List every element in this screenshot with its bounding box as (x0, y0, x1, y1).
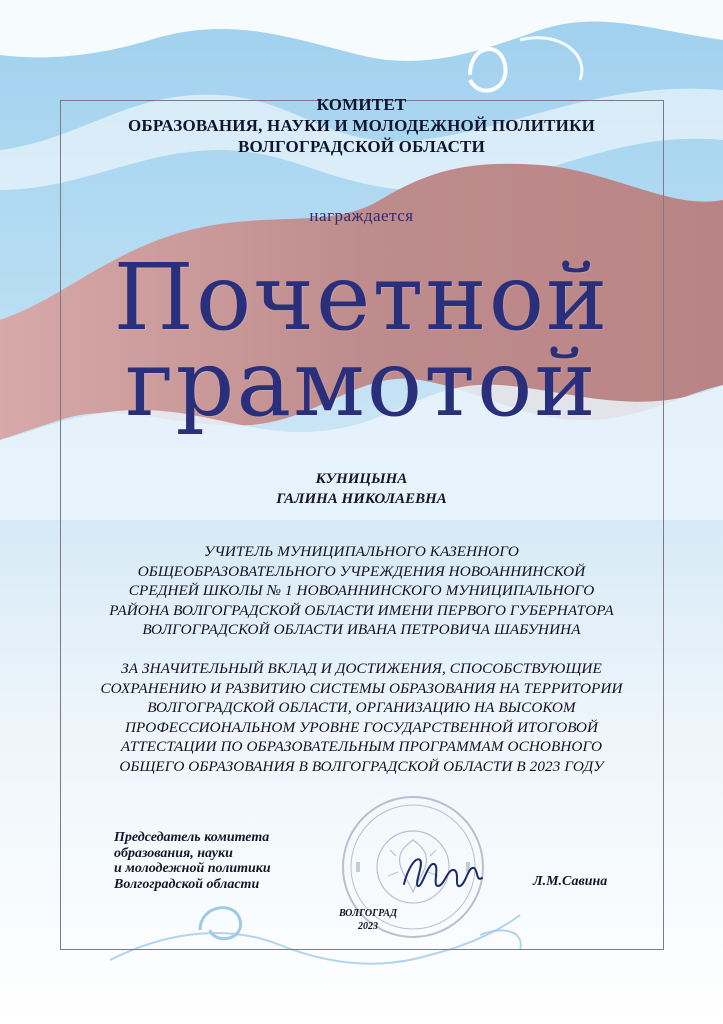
signatory-title-line: и молодежной политики (114, 861, 271, 876)
position-line: ОБЩЕОБРАЗОВАТЕЛЬНОГО УЧРЕЖДЕНИЯ НОВОАННИНСКОЙ (137, 562, 586, 580)
city-name: ВОЛГОГРАД (338, 908, 398, 919)
reason-line: ОБЩЕГО ОБРАЗОВАНИЯ В ВОЛГОГРАДСКОЙ ОБЛАСТИ В 2023 ГОДУ (119, 757, 604, 775)
org-line-2: ОБРАЗОВАНИЯ, НАУКИ И МОЛОДЕЖНОЙ ПОЛИТИКИ (127, 116, 596, 135)
reason-line: АТТЕСТАЦИИ ПО ОБРАЗОВАТЕЛЬНЫМ ПРОГРАММАМ ОСНОВНОГО (120, 738, 603, 756)
signatory-title-line: Волгоградской области (114, 876, 260, 892)
awarded-text: награждается (309, 206, 414, 225)
position-line: РАЙОНА ВОЛГОГРАДСКОЙ ОБЛАСТИ ИМЕНИ ПЕРВОГО ГУБЕРНАТОРА (109, 601, 614, 619)
certificate-title-line-1: Почетной (113, 244, 610, 351)
position-line: ВОЛГОГРАДСКОЙ ОБЛАСТИ ИВАНА ПЕТРОВИЧА ШАБУНИНА (142, 621, 581, 639)
signatory-title-line: Председатель комитета (114, 830, 270, 845)
position-line: УЧИТЕЛЬ МУНИЦИПАЛЬНОГО КАЗЕННОГО (204, 543, 519, 560)
recipient-surname: КУНИЦЫНА (315, 471, 408, 487)
recipient-given-name: ГАЛИНА НИКОЛАЕВНА (276, 491, 447, 507)
reason-line: ВОЛГОГРАДСКОЙ ОБЛАСТИ, ОРГАНИЗАЦИЮ НА ВЫСОКОМ (147, 699, 576, 717)
signatory-title-line: образования, науки (114, 845, 233, 861)
certificate-title-line-2: грамотой (125, 330, 598, 437)
signatory-name: Л.М.Савина (533, 874, 608, 889)
place-and-year (318, 907, 418, 933)
year: 2023 (358, 921, 378, 932)
reason-line: СОХРАНЕНИЮ И РАЗВИТИЮ СИСТЕМЫ ОБРАЗОВАНИЯ НА ТЕРРИТОРИИ (100, 679, 623, 697)
org-line-3: ВОЛГОГРАДСКОЙ ОБЛАСТИ (237, 137, 486, 156)
swirl-top-right (470, 49, 506, 91)
award-reason (0, 659, 723, 777)
recipient-position (0, 542, 723, 640)
org-line-1: КОМИТЕТ (316, 95, 407, 114)
org-header (0, 94, 723, 157)
signatory-title (114, 830, 271, 892)
white-wave-top (0, 0, 723, 61)
reason-line: ПРОФЕССИОНАЛЬНОМ УРОВНЕ ГОСУДАРСТВЕННОЙ ИТОГОВОЙ (124, 718, 599, 736)
position-line: СРЕДНЕЙ ШКОЛЫ № 1 НОВОАННИНСКОГО МУНИЦИПАЛЬНОГО (128, 582, 595, 600)
recipient-name (0, 469, 723, 509)
reason-line: ЗА ЗНАЧИТЕЛЬНЫЙ ВКЛАД И ДОСТИЖЕНИЯ, СПОСОБСТВУЮЩИЕ (121, 660, 602, 677)
handwritten-signature (398, 848, 488, 898)
